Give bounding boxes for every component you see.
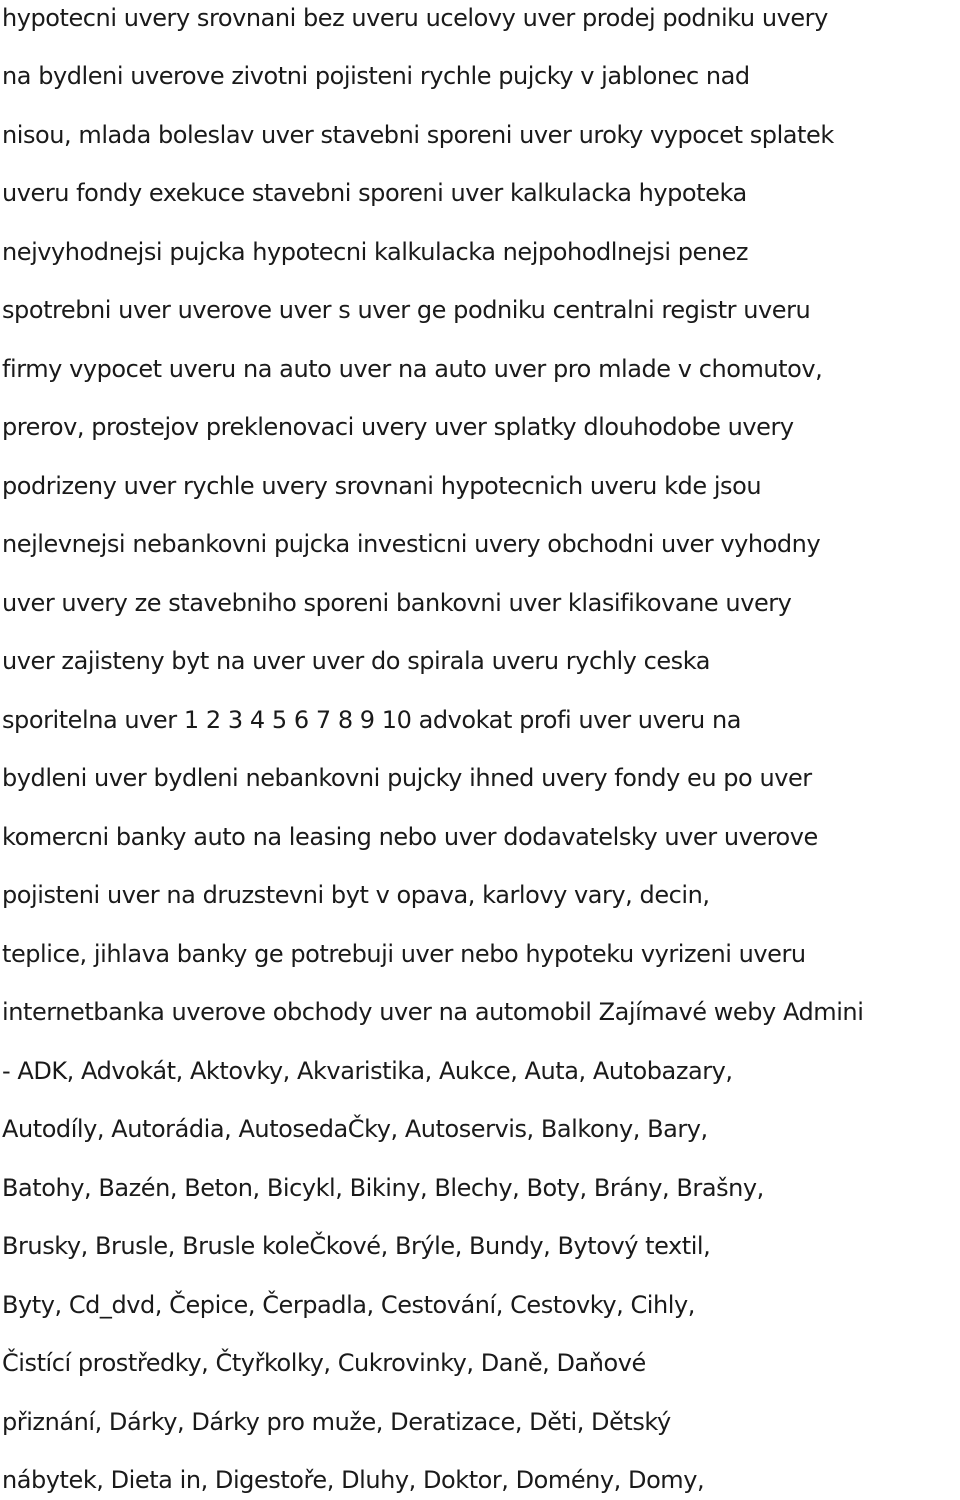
- text-line-14: bydleni uver bydleni nebankovni pujcky ihned uvery fondy eu po uver: [2, 764, 812, 792]
- text-line-15: komercni banky auto na leasing nebo uver dodavatelsky uver uverove: [2, 823, 818, 851]
- text-line-16: pojisteni uver na druzstevni byt v opava, karlovy vary, decin,: [2, 881, 710, 909]
- text-line-21: Batohy, Bazén, Beton, Bicykl, Bikiny, Blechy, Boty, Brány, Brašny,: [2, 1174, 764, 1202]
- text-line-26: nábytek, Dieta in, Digestoře, Dluhy, Doktor, Domény, Domy,: [2, 1466, 705, 1494]
- text-line-23: Byty, Cd_dvd, Čepice, Čerpadla, Cestování, Cestovky, Cihly,: [2, 1291, 695, 1319]
- text-line-9: podrizeny uver rychle uvery srovnani hypotecnich uveru kde jsou: [2, 472, 762, 500]
- text-line-18: internetbanka uverove obchody uver na automobil Zajímavé weby Admini: [2, 998, 864, 1026]
- text-line-2: na bydleni uverove zivotni pojisteni rychle pujcky v jablonec nad: [2, 62, 750, 90]
- text-line-20: Autodíly, Autorádia, AutosedaČky, Autoservis, Balkony, Bary,: [2, 1115, 708, 1143]
- text-line-13: sporitelna uver 1 2 3 4 5 6 7 8 9 10 advokat profi uver uveru na: [2, 706, 742, 734]
- text-line-5: nejvyhodnejsi pujcka hypotecni kalkulacka nejpohodlnejsi penez: [2, 238, 749, 266]
- text-line-22: Brusky, Brusle, Brusle koleČkové, Brýle, Bundy, Bytový textil,: [2, 1232, 711, 1260]
- text-line-3: nisou, mlada boleslav uver stavebni sporeni uver uroky vypocet splatek: [2, 121, 834, 149]
- text-line-4: uveru fondy exekuce stavebni sporeni uver kalkulacka hypoteka: [2, 179, 747, 207]
- text-line-1: hypotecni uvery srovnani bez uveru ucelovy uver prodej podniku uvery: [2, 4, 828, 32]
- text-line-25: přiznání, Dárky, Dárky pro muže, Deratizace, Děti, Dětský: [2, 1408, 671, 1436]
- text-line-17: teplice, jihlava banky ge potrebuji uver nebo hypoteku vyrizeni uveru: [2, 940, 806, 968]
- text-line-7: firmy vypocet uveru na auto uver na auto uver pro mlade v chomutov,: [2, 355, 823, 383]
- text-line-11: uver uvery ze stavebniho sporeni bankovni uver klasifikovane uvery: [2, 589, 792, 617]
- text-line-10: nejlevnejsi nebankovni pujcka investicni uvery obchodni uver vyhodny: [2, 530, 821, 558]
- text-line-19: - ADK, Advokát, Aktovky, Akvaristika, Aukce, Auta, Autobazary,: [2, 1057, 733, 1085]
- text-line-6: spotrebni uver uverove uver s uver ge podniku centralni registr uveru: [2, 296, 811, 324]
- text-line-24: Čistící prostředky, Čtyřkolky, Cukrovinky, Daně, Daňové: [2, 1349, 646, 1377]
- text-line-12: uver zajisteny byt na uver uver do spirala uveru rychly ceska: [2, 647, 711, 675]
- text-line-8: prerov, prostejov preklenovaci uvery uver splatky dlouhodobe uvery: [2, 413, 794, 441]
